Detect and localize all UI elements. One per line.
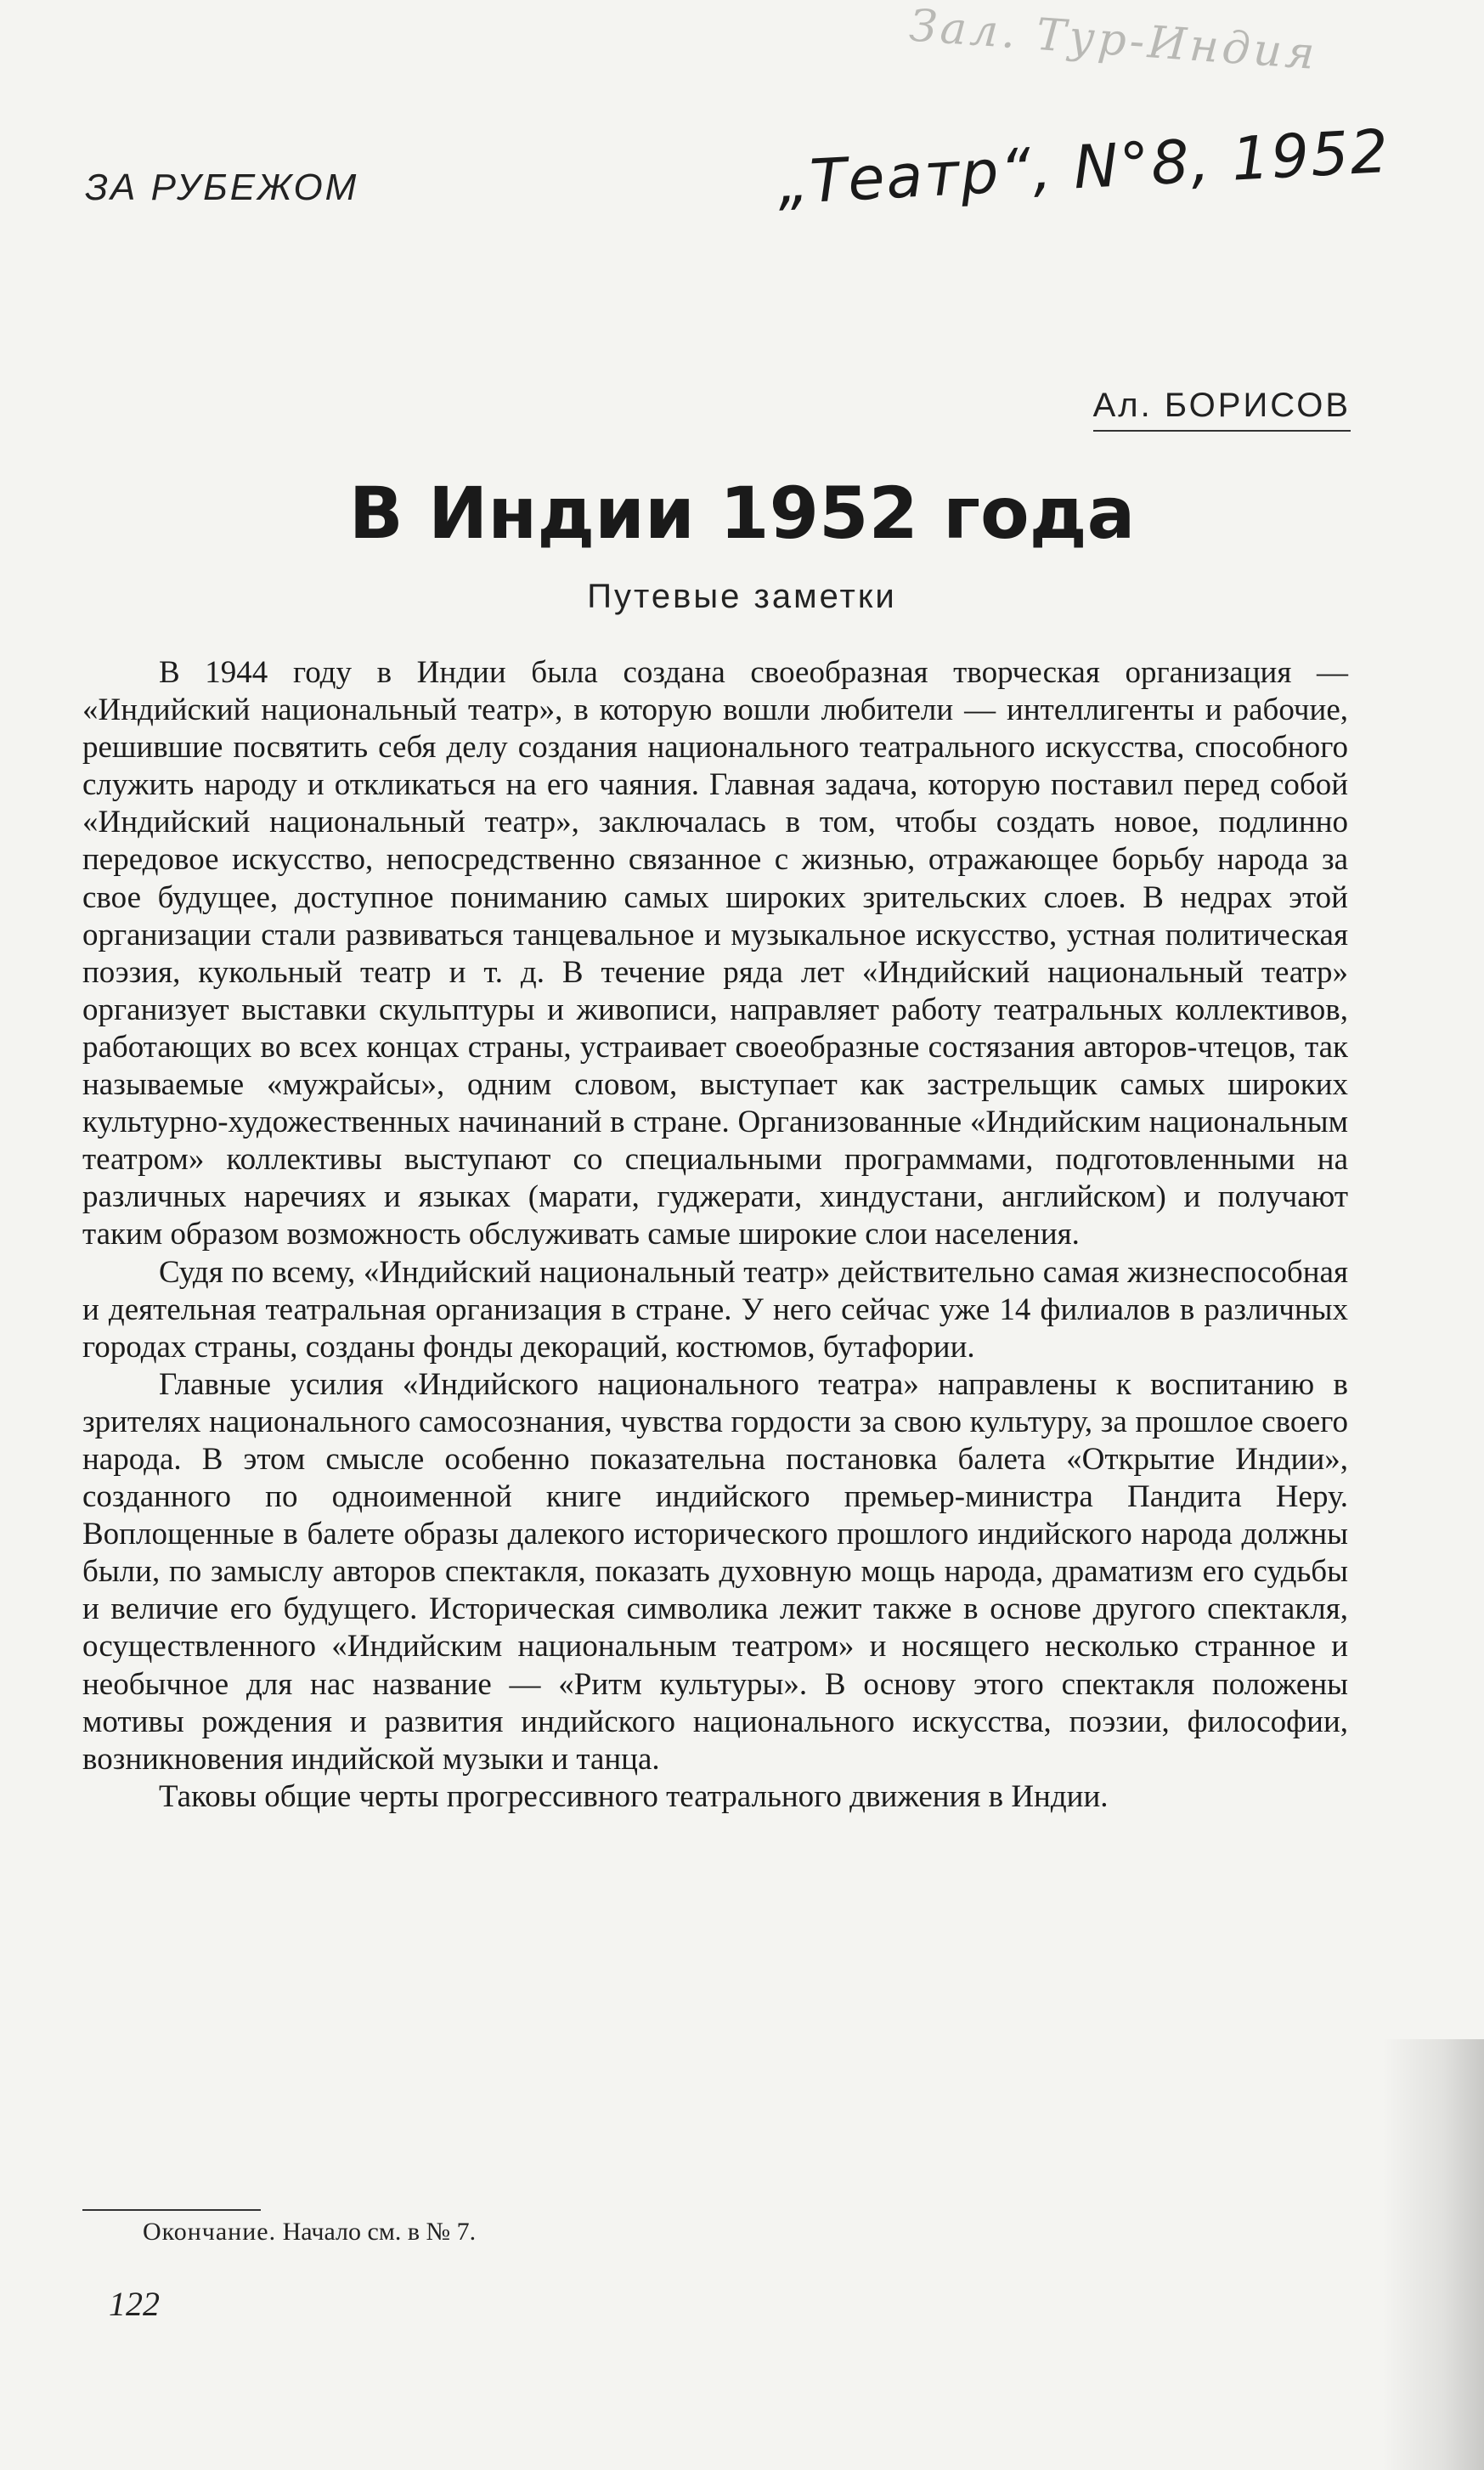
footnote-text: Начало см. в № 7.: [282, 2218, 477, 2246]
scan-shadow: [1382, 2039, 1484, 2470]
footnote-divider: [82, 2209, 261, 2211]
article-author: Ал. БОРИСОВ: [1093, 387, 1351, 432]
handwritten-citation: „Театр“, N°8, 1952: [776, 116, 1392, 218]
article-body: [82, 654, 1348, 1816]
paragraph: Таковы общие черты прогрессивного театрального движения в Индии.: [159, 1778, 1109, 1814]
article-subtitle: Путевые заметки: [587, 578, 897, 615]
paragraph: В 1944 году в Индии была создана своеобразная творческая организация — «Индийский национальный театр», в которую вошли любители — интеллигенты и рабочие, решившие посвятить себя делу создания национального театрального искусства, способного служить народу и откликаться на его чаяния. Главная задача, которую поставил перед собой «Индийский национальный театр», заключалась в том, чтобы создать новое, подлинно передовое искусство, непосредственно связанное с жизнью, отражающее борьбу народа за свое будущее, доступное пониманию самых широких зрительских слоев. В недрах этой организации стали развиваться танцевальное и музыкальное искусство, устная политическая поэзия, кукольный театр и т. д. В течение ряда лет «Индийский национальный театр» организует выставки скульптуры и живописи, направляет работу театральных коллективов, работающих во всех концах страны, устраивает своеобразные состязания авторов-чтецов, так называемые «мужрайсы», одним словом, выступает как застрельщик самых широких культурно-художественных начинаний в стране. Организованные «Индийским национальным театром» коллективы выступают со специальными программами, подготовленными на различных наречиях и языках (марати, гуджерати, хиндустани, английском) и получают таким образом возможность обслуживать самые широкие слои населения.: [82, 655, 1348, 1252]
article-title: В Индии 1952 года: [348, 472, 1136, 555]
section-heading: ЗА РУБЕЖОМ: [85, 167, 359, 208]
page-number: 122: [109, 2285, 160, 2323]
faint-handwritten-note: Зал. Тур-Индия: [907, 0, 1320, 81]
footnote-lead: Окончание.: [143, 2218, 277, 2246]
paragraph: Главные усилия «Индийского национального театра» направлены к воспитанию в зрителях национального самосознания, чувства гордости за свою культуру, за прошлое своего народа. В этом смысле особенно показательна постановка балета «Открытие Индии», созданного по одноименной книге индийского премьер-министра Пандита Неру. Воплощенные в балете образы далекого исторического прошлого индийского народа должны были, по замыслу авторов спектакля, показать духовную мощь народа, драматизм его судьбы и величие его будущего. Историческая символика лежит также в основе другого спектакля, осуществленного «Индийским национальным театром» и носящего несколько странное и необычное для нас название — «Ритм культуры». В основу этого спектакля положены мотивы рождения и развития индийского национального искусства, поэзии, философии, возникновения индийской музыки и танца.: [82, 1366, 1348, 1777]
footnote: [143, 2218, 476, 2247]
paragraph: Судя по всему, «Индийский национальный театр» действительно самая жизнеспособная и деятельная театральная организация в стране. У него сейчас уже 14 филиалов в различных городах страны, созданы фонды декораций, костюмов, бутафории.: [82, 1254, 1348, 1365]
